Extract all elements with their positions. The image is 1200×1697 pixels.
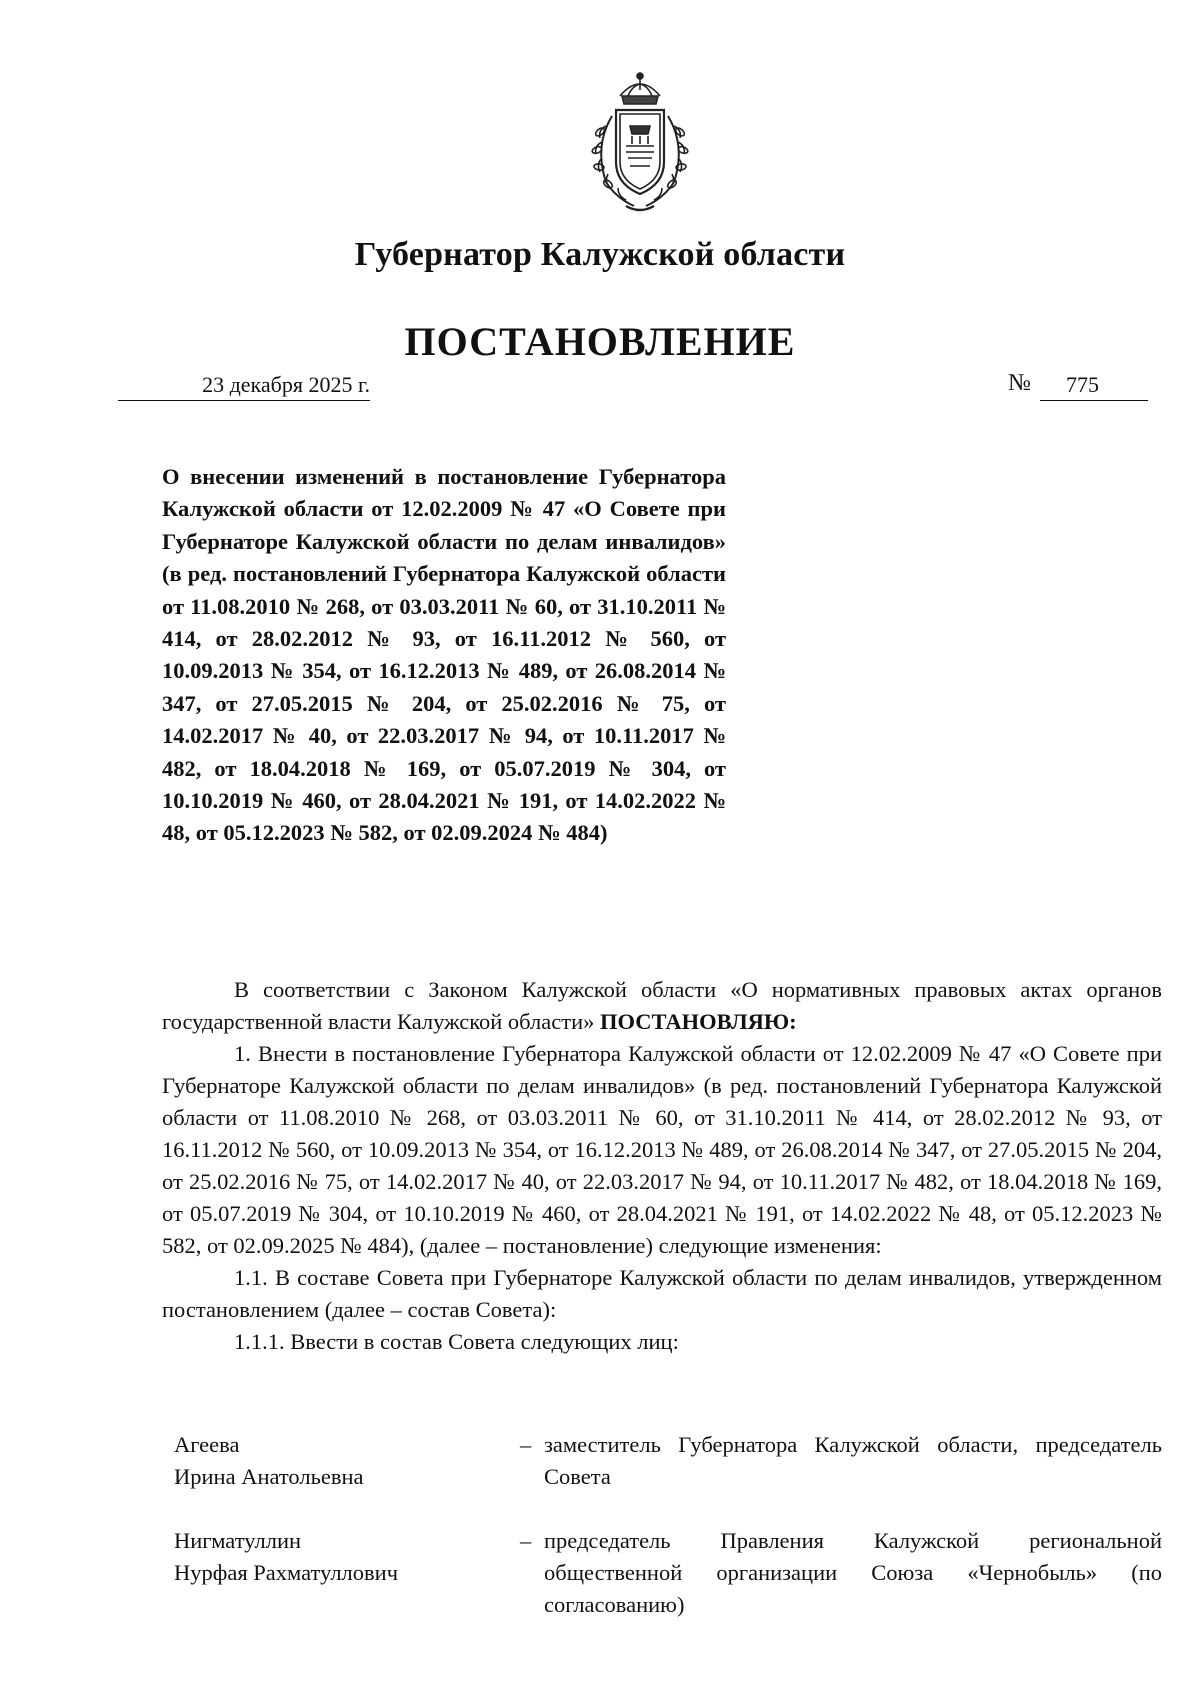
- member-role: председатель Правления Калужской региональной общественной организации Союза «Чернобыль» (по согласованию): [544, 1528, 1162, 1617]
- preamble-keyword: ПОСТАНОВЛЯЮ:: [600, 1009, 797, 1034]
- preamble-paragraph: [162, 974, 1162, 1038]
- number-sign: №: [1008, 370, 1031, 396]
- member-dash: –: [520, 1528, 532, 1553]
- member-entry: [174, 1525, 1164, 1635]
- document-body: [162, 974, 1162, 1358]
- document-type-title: ПОСТАНОВЛЕНИЕ: [404, 319, 796, 364]
- member-entry: [174, 1429, 1164, 1499]
- item-1-1: 1.1. В составе Совета при Губернаторе Калужской области по делам инвалидов, утвержденном постановлением (далее – состав Совета):: [162, 1265, 1162, 1322]
- member-name: [174, 1525, 514, 1589]
- member-role: заместитель Губернатора Калужской области, председатель Совета: [544, 1432, 1162, 1489]
- issuing-authority: Губернатор Калужской области: [354, 236, 846, 273]
- item-1: 1. Внести в постановление Губернатора Калужской области от 12.02.2009 № 47 «О Совете при Губернаторе Калужской области по делам инвалидов» (в ред. постановлений Губернатора Калужской области от 11.08.2010 № 268, от 03.03.2011 № 60, от 31.10.2011 № 414, от 28.02.2012 № 93, от 16.11.2012 № 560, от 10.09.2013 № 354, от 16.12.2013 № 489, от 26.08.2014 № 347, от 27.05.2015 № 204, от 25.02.2016 № 75, от 14.02.2017 № 40, от 22.03.2017 № 94, от 10.11.2017 № 482, от 18.04.2018 № 169, от 05.07.2019 № 304, от 10.10.2019 № 460, от 28.04.2021 № 191, от 14.02.2022 № 48, от 05.12.2023 № 582, от 02.09.2025 № 484), (далее – постановление) следующие изменения:: [162, 1041, 1162, 1258]
- member-name: [174, 1429, 514, 1493]
- member-surname: Нигматуллин: [174, 1528, 302, 1553]
- member-surname: Агеева: [174, 1432, 240, 1457]
- item-1-1-1: 1.1.1. Ввести в состав Совета следующих лиц:: [234, 1329, 679, 1354]
- member-given-names: Нурфая Рахматуллович: [174, 1560, 399, 1585]
- document-number: 775: [1040, 372, 1148, 401]
- member-dash: –: [520, 1432, 532, 1457]
- coat-of-arms-emblem: [576, 66, 704, 216]
- preamble-text: В соответствии с Законом Калужской области «О нормативных правовых актах органов государственной власти Калужской области»: [162, 977, 1162, 1034]
- member-given-names: Ирина Анатольевна: [174, 1464, 364, 1489]
- document-subject: О внесении изменений в постановление Губернатора Калужской области от 12.02.2009 № 47 «О Совете при Губернаторе Калужской области по делам инвалидов» (в ред. постановлений Губернатора Калужской области от 11.08.2010 № 268, от 03.03.2011 № 60, от 31.10.2011 № 414, от 28.02.2012 № 93, от 16.11.2012 № 560, от 10.09.2013 № 354, от 16.12.2013 № 489, от 26.08.2014 № 347, от 27.05.2015 № 204, от 25.02.2016 № 75, от 14.02.2017 № 40, от 22.03.2017 № 94, от 10.11.2017 № 482, от 18.04.2018 № 169, от 05.07.2019 № 304, от 10.10.2019 № 460, от 28.04.2021 № 191, от 14.02.2022 № 48, от 05.12.2023 № 582, от 02.09.2024 № 484): [162, 464, 726, 846]
- document-date: 23 декабря 2025 г.: [118, 372, 370, 401]
